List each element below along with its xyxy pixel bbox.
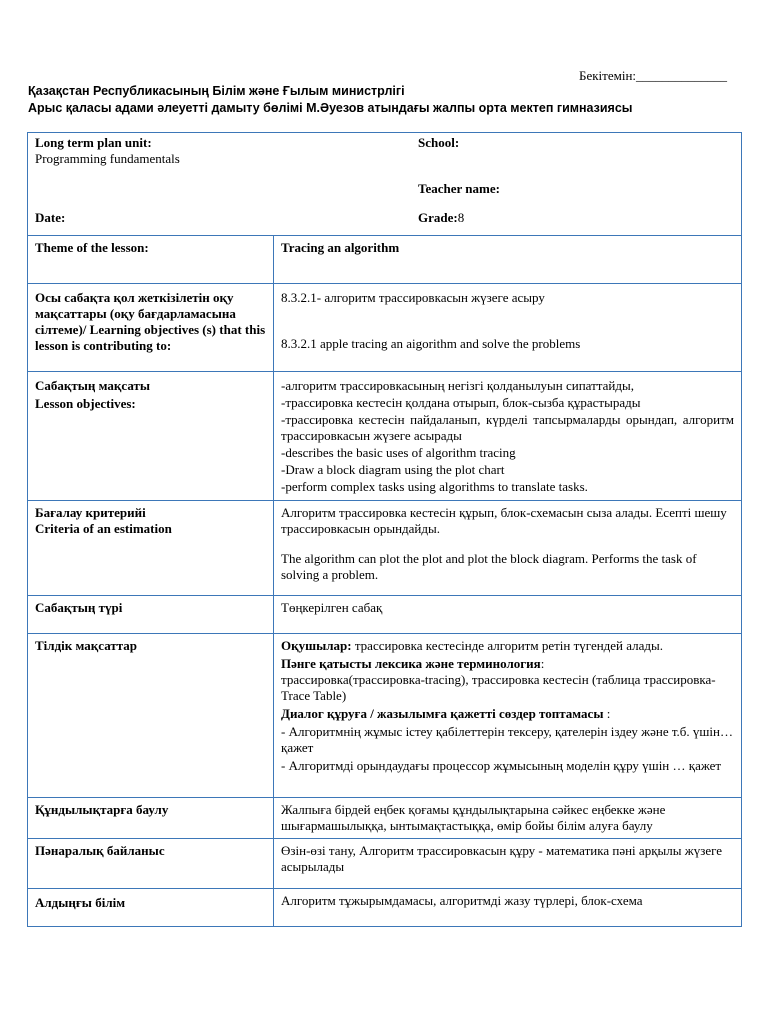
students-text: трассировка кестесінде алгоритм ретін түгендей алады. [351, 638, 663, 653]
prior-knowledge-label: Алдыңғы білім [28, 889, 274, 927]
top-info-cell [28, 133, 742, 236]
cross-curricular-row [28, 839, 742, 889]
theme-label: Theme of the lesson: [28, 236, 274, 284]
unit-value: Programming fundamentals [35, 151, 180, 166]
learning-objective-kz: 8.3.2.1- алгоритм трассировкасын жүзеге асыру [281, 290, 545, 305]
criteria-label-cell [28, 501, 274, 596]
lesson-objectives-label-en: Lesson objectives: [35, 396, 136, 411]
criteria-label-en: Criteria of an estimation [35, 521, 172, 536]
lesson-objective-item: -трассировка кестесін пайдаланып, күрделі тапсырмаларды орындап, алгоритм трассировкасын жүзеге асырады [281, 412, 734, 443]
learning-objectives-row [28, 284, 742, 372]
lesson-objective-item: -perform complex tasks using algorithms to translate tasks. [281, 479, 588, 494]
vocab-heading [281, 656, 734, 672]
lesson-objectives-label-cell [28, 372, 274, 501]
lesson-type-row [28, 596, 742, 634]
dialog-item: - Алгоритмді орындаудағы процессор жұмысының моделін құру үшін … қажет [281, 758, 722, 773]
vocab-text: трассировка(трассировка-tracing), трассировка кестесін (таблица трассировка-Trace Table) [281, 672, 716, 703]
unit-label: Long term plan unit: [35, 135, 152, 150]
grade-field [418, 210, 464, 226]
vocab-colon: : [540, 656, 545, 671]
language-goals-cell [274, 634, 742, 798]
theme-value: Tracing an algorithm [274, 236, 742, 284]
theme-row [28, 236, 742, 284]
language-goals-row [28, 634, 742, 798]
date-label: Date: [35, 210, 66, 225]
dialog-item: - Алгоритмнің жұмыс істеу қабілеттерін тексеру, қателерін іздеу және т.б. үшін… қажет [281, 724, 733, 755]
grade-label: Grade: [418, 210, 458, 225]
values-text: Жалпыға бірдей еңбек қоғамы құндылықтарына сәйкес еңбекке және шығармашылыққа, ынтымақтастыққа, өмір бойы білім алуға баулу [274, 798, 742, 839]
criteria-cell [274, 501, 742, 596]
school-label: School: [418, 135, 460, 150]
criteria-text-kz: Алгоритм трассировка кестесін құрып, блок-схемасын сыза алады. Есепті шешу трассировкасын орындайды. [281, 505, 727, 536]
lesson-objective-item: -трассировка кестесін қолдана отырып, блок-сызба құрастырады [281, 395, 641, 410]
learning-objectives-cell [274, 284, 742, 372]
students-line [281, 638, 734, 654]
dialog-heading [281, 706, 734, 722]
approval-line: Бекітемін:______________ [579, 68, 728, 83]
dialog-label: Диалог құруға / жазылымға қажетті сөздер топтамасы [281, 706, 604, 721]
language-goals-label: Тілдік мақсаттар [28, 634, 274, 798]
prior-knowledge-text: Алгоритм тұжырымдамасы, алгоритмді жазу түрлері, блок-схема [274, 889, 742, 927]
students-label: Оқушылар: [281, 638, 352, 653]
teacher-label: Teacher name: [418, 181, 500, 196]
ministry-heading: Қазақстан Республикасының Білім және Ғылым министрлігі [28, 84, 405, 98]
grade-value: 8 [457, 210, 465, 225]
criteria-label-kz: Бағалау критерийі [35, 505, 146, 520]
learning-objectives-label: Осы сабақта қол жеткізілетін оқу мақсаттары (оқу бағдарламасына сілтеме)/ Learning objectives (s) that this lesson is contributing to: [28, 284, 274, 372]
lesson-type-value: Төңкерілген сабақ [274, 596, 742, 634]
cross-curricular-label: Пәнаралық байланыс [28, 839, 274, 889]
values-label: Құндылықтарға баулу [28, 798, 274, 839]
criteria-row [28, 501, 742, 596]
school-heading: Арыс қаласы адами әлеуетті дамыту бөлімі М.Әуезов атындағы жалпы орта мектеп гимназиясы [28, 101, 633, 115]
vocab-label: Пәнге қатысты лексика және терминология [281, 656, 541, 671]
lesson-type-label: Сабақтың түрі [28, 596, 274, 634]
values-row [28, 798, 742, 839]
learning-objective-en: 8.3.2.1 apple tracing an aigorithm and solve the problems [281, 336, 581, 351]
lesson-objective-item: -Draw a block diagram using the plot chart [281, 462, 505, 477]
top-info-row [28, 133, 742, 236]
cross-curricular-text: Өзін-өзі тану, Алгоритм трассировкасын құру - математика пәні арқылы жүзеге асырылады [274, 839, 742, 889]
lesson-objective-item: -describes the basic uses of algorithm tracing [281, 445, 516, 460]
lesson-objectives-row [28, 372, 742, 501]
prior-knowledge-row [28, 889, 742, 927]
lesson-objective-item: -алгоритм трассировкасының негізгі қолданылуын сипаттайды, [281, 378, 634, 393]
dialog-colon: : [603, 706, 611, 721]
criteria-text-en: The algorithm can plot the plot and plot the block diagram. Performs the task of solving a problem. [281, 551, 697, 582]
lesson-plan-table [27, 132, 742, 927]
lesson-objectives-list [274, 372, 742, 501]
lesson-objectives-label-kz: Сабақтың мақсаты [35, 378, 151, 393]
